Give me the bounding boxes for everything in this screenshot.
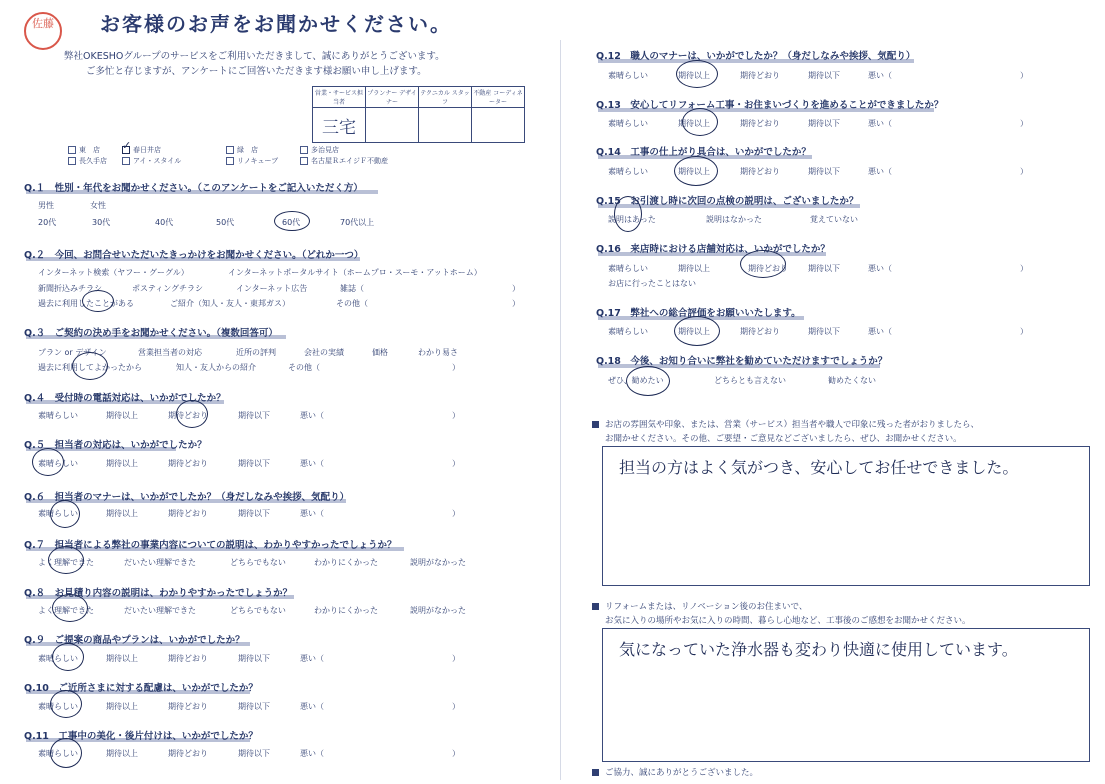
q10-opt-excellent[interactable]: 素晴らしい: [38, 702, 78, 711]
q17-text: Q.17 弊社への総合評価をお願いいたします。: [596, 308, 801, 319]
q7-opt-unclear[interactable]: わかりにくかった: [314, 558, 378, 567]
q2-opt-referral[interactable]: ご紹介（知人・友人・東邦ガス）: [170, 299, 290, 308]
q12-bad-close: ）: [1020, 71, 1028, 80]
q4-bad-close: ）: [452, 411, 460, 420]
q1-age-50s[interactable]: 50代: [216, 218, 235, 227]
q1-gender-male[interactable]: 男性: [38, 201, 54, 210]
q14-opt-as-expected[interactable]: 期待どおり: [740, 167, 780, 176]
q10-text: Q.10 ご近所さまに対する配慮は、いかがでしたか？: [24, 683, 258, 694]
intro-line-2: ご多忙と存じますが、アンケートにご回答いただきます様お願い申し上げます。: [86, 66, 427, 77]
q14-opt-below[interactable]: 期待以下: [808, 167, 840, 176]
q16-opt-bad[interactable]: 悪い（: [868, 264, 892, 273]
q4-answer-circle: [176, 400, 208, 428]
q13-opt-above[interactable]: 期待以上: [678, 119, 710, 128]
q5-opt-below[interactable]: 期待以下: [238, 459, 270, 468]
q17-opt-excellent[interactable]: 素晴らしい: [608, 327, 648, 336]
q18-opt-recommend[interactable]: ぜひ、勧めたい: [608, 376, 664, 385]
q7-opt-none[interactable]: 説明がなかった: [410, 558, 466, 567]
store-renocube[interactable]: リノキューブ: [226, 156, 278, 166]
q2-answer-circle: [82, 290, 114, 312]
q2-opt-other[interactable]: その他（: [336, 299, 368, 308]
seal-stamp: 佐藤: [24, 12, 62, 50]
comment2-prompt-1: リフォームまたは、リノベーション後のお住まいで、: [592, 600, 807, 612]
q13-opt-bad[interactable]: 悪い（: [868, 119, 892, 128]
q11-bad-close: ）: [452, 749, 460, 758]
q3-opt-other[interactable]: その他（: [288, 363, 320, 372]
store-kasugai[interactable]: ✓ 春日井店: [122, 139, 161, 154]
q4-opt-below[interactable]: 期待以下: [238, 411, 270, 420]
q7-answer-circle: [48, 546, 84, 574]
q1-text: Q.１ 性別・年代をお聞かせください。（このアンケートをご記入いただく方）: [24, 183, 363, 194]
q7-opt-neutral[interactable]: どちらでもない: [230, 558, 286, 567]
staff-planner-name: [366, 108, 419, 143]
q9-text: Q.９ ご提案の商品やプランは、いかがでしたか？: [24, 635, 245, 646]
store-i-style[interactable]: アイ・スタイル: [122, 156, 181, 166]
q12-opt-above[interactable]: 期待以上: [678, 71, 710, 80]
q9-opt-bad[interactable]: 悪い（: [300, 654, 324, 663]
store-midori[interactable]: 緑 店: [226, 145, 258, 155]
q6-opt-bad[interactable]: 悪い（: [300, 509, 324, 518]
q6-opt-excellent[interactable]: 素晴らしい: [38, 509, 78, 518]
q10-opt-above[interactable]: 期待以上: [106, 702, 138, 711]
q3-opt-friend-referral[interactable]: 知人・友人からの紹介: [176, 363, 256, 372]
q15-opt-dont-remember[interactable]: 覚えていない: [810, 215, 858, 224]
q17-bad-close: ）: [1020, 327, 1028, 336]
q14-bad-close: ）: [1020, 167, 1028, 176]
q2-opt-past-use[interactable]: 過去に利用したことがある: [38, 299, 134, 308]
q16-opt-below[interactable]: 期待以下: [808, 264, 840, 273]
q14-text: Q.14 工事の仕上がり具合は、いかがでしたか？: [596, 147, 811, 158]
comment1-prompt-2: お聞かせください。その他、ご要望・ご意見などございましたら、ぜひ、お聞かせください。: [605, 434, 962, 444]
q13-text: Q.13 安心してリフォーム工事・お住まいづくりを進めることができましたか？: [596, 100, 944, 111]
q4-opt-bad[interactable]: 悪い（: [300, 411, 324, 420]
bullet-square-icon: [592, 603, 599, 610]
q8-opt-unclear[interactable]: わかりにくかった: [314, 606, 378, 615]
q12-opt-as-expected[interactable]: 期待どおり: [740, 71, 780, 80]
q1-age-60s[interactable]: 60代: [282, 218, 301, 227]
q11-opt-above[interactable]: 期待以上: [106, 749, 138, 758]
q9-answer-circle: [52, 643, 84, 671]
q15-opt-not-explained[interactable]: 説明はなかった: [706, 215, 762, 224]
q16-opt-as-expected[interactable]: 期待どおり: [748, 264, 788, 273]
q8-opt-mostly[interactable]: だいたい理解できた: [124, 606, 196, 615]
q16-opt-above[interactable]: 期待以上: [678, 264, 710, 273]
q8-answer-circle: [52, 594, 88, 622]
store-higashi[interactable]: 東 店: [68, 145, 100, 155]
check-mark-icon: ✓: [122, 139, 132, 152]
q11-text: Q.11 工事中の美化・後片付けは、いかがでしたか？: [24, 731, 258, 742]
q4-opt-above[interactable]: 期待以上: [106, 411, 138, 420]
q8-opt-fully[interactable]: よく理解できた: [38, 606, 94, 615]
footer-thanks: ご協力、誠にありがとうございました。: [592, 766, 758, 778]
q1-answer-circle: [274, 211, 310, 231]
q15-answer-circle: [614, 196, 642, 232]
q1-age-20s[interactable]: 20代: [38, 218, 57, 227]
q9-opt-as-expected[interactable]: 期待どおり: [168, 654, 208, 663]
q9-opt-above[interactable]: 期待以上: [106, 654, 138, 663]
q4-text: Q.４ 受付時の電話対応は、いかがでしたか？: [24, 393, 226, 404]
q16-answer-circle: [740, 250, 786, 278]
q14-opt-above[interactable]: 期待以上: [678, 167, 710, 176]
q7-opt-fully[interactable]: よく理解できた: [38, 558, 94, 567]
staff-header-technical: テクニカル スタッフ: [419, 87, 472, 108]
q13-opt-as-expected[interactable]: 期待どおり: [740, 119, 780, 128]
q11-opt-as-expected[interactable]: 期待どおり: [168, 749, 208, 758]
q1-age-70s-plus[interactable]: 70代以上: [340, 218, 375, 227]
comment2-answer-box[interactable]: [602, 628, 1090, 762]
q5-bad-close: ）: [452, 459, 460, 468]
column-divider: [560, 40, 561, 780]
q10-bad-close: ）: [452, 702, 460, 711]
store-tajimi[interactable]: 多治見店: [300, 145, 339, 155]
q10-opt-as-expected[interactable]: 期待どおり: [168, 702, 208, 711]
q14-answer-circle: [674, 156, 718, 186]
q5-opt-as-expected[interactable]: 期待どおり: [168, 459, 208, 468]
q13-answer-circle: [682, 108, 718, 136]
q10-answer-circle: [50, 690, 82, 718]
staff-header-planner: プランナー デザイナー: [366, 87, 419, 108]
q17-opt-bad[interactable]: 悪い（: [868, 327, 892, 336]
q2-opt-internet-ad[interactable]: インターネット広告: [236, 284, 308, 293]
q12-answer-circle: [676, 60, 718, 88]
comment2-prompt-2: お気に入りの場所やお気に入りの時間、暮らし心地など、工事後のご感想をお聞かせください。: [605, 616, 971, 626]
q2-opt-internet-search[interactable]: インターネット検索（ヤフー・グーグル）: [38, 268, 189, 277]
q11-opt-below[interactable]: 期待以下: [238, 749, 270, 758]
q13-bad-close: ）: [1020, 119, 1028, 128]
q5-text: Q.５ 担当者の対応は、いかがでしたか？: [24, 440, 207, 451]
q5-answer-circle: [32, 448, 64, 476]
q6-opt-below[interactable]: 期待以下: [238, 509, 270, 518]
comment1-prompt-1: お店の雰囲気や印象、または、営業（サービス）担当者や職人で印象に残った者がおりましたら、: [592, 418, 979, 430]
q3-other-close: ）: [452, 363, 460, 372]
bullet-square-icon: [592, 769, 599, 776]
q8-opt-none[interactable]: 説明がなかった: [410, 606, 466, 615]
q2-opt-newspaper-flyer[interactable]: 新聞折込みチラシ: [38, 284, 102, 293]
q14-opt-excellent[interactable]: 素晴らしい: [608, 167, 648, 176]
page-title: お客様のお声をお聞かせください。: [100, 12, 452, 36]
bullet-square-icon: [592, 421, 599, 428]
q2-opt-posting-flyer[interactable]: ポスティングチラシ: [132, 284, 204, 293]
q5-opt-excellent[interactable]: 素晴らしい: [38, 459, 78, 468]
comment1-answer: 担当の方はよく気がつき、安心してお任せできました。: [619, 458, 1019, 477]
q1-age-40s[interactable]: 40代: [155, 218, 174, 227]
q2-opt-magazine[interactable]: 雑誌（: [340, 284, 364, 293]
staff-technical-name: [419, 108, 472, 143]
q14-opt-bad[interactable]: 悪い（: [868, 167, 892, 176]
staff-realestate-name: [472, 108, 525, 143]
q2-opt-portal-site[interactable]: インターネットポータルサイト（ホームプロ・スーモ・アットホーム）: [228, 268, 482, 277]
q5-opt-above[interactable]: 期待以上: [106, 459, 138, 468]
store-nagakute[interactable]: 長久手店: [68, 156, 107, 166]
staff-table: [312, 86, 525, 143]
q4-opt-as-expected[interactable]: 期待どおり: [168, 411, 208, 420]
q17-opt-below[interactable]: 期待以下: [808, 327, 840, 336]
q3-opt-plan-design[interactable]: プラン or デザイン: [38, 348, 107, 357]
q12-opt-below[interactable]: 期待以下: [808, 71, 840, 80]
q15-text: Q.15 お引渡し時に次回の点検の説明は、ございましたか？: [596, 196, 859, 207]
comment2-answer: 気になっていた浄水器も変わり快適に使用しています。: [619, 640, 1018, 659]
q3-text: Q.３ ご契約の決め手をお聞かせください。（複数回答可）: [24, 328, 278, 339]
q12-text: Q.12 職人のマナーは、いかがでしたか？（身だしなみや挨拶、気配り）: [596, 51, 916, 62]
q17-opt-above[interactable]: 期待以上: [678, 327, 710, 336]
q12-opt-bad[interactable]: 悪い（: [868, 71, 892, 80]
q4-opt-excellent[interactable]: 素晴らしい: [38, 411, 78, 420]
q16-bad-close: ）: [1020, 264, 1028, 273]
q6-bad-close: ）: [452, 509, 460, 518]
q18-opt-neutral[interactable]: どちらとも言えない: [714, 376, 786, 385]
q9-opt-below[interactable]: 期待以下: [238, 654, 270, 663]
q17-opt-as-expected[interactable]: 期待どおり: [740, 327, 780, 336]
q3-opt-clarity[interactable]: わかり易さ: [418, 348, 458, 357]
q6-opt-above[interactable]: 期待以上: [106, 509, 138, 518]
q3-opt-past-satisfied[interactable]: 過去に利用してよかったから: [38, 363, 142, 372]
q6-opt-as-expected[interactable]: 期待どおり: [168, 509, 208, 518]
q15-opt-explained[interactable]: 説明はあった: [608, 215, 656, 224]
q7-opt-mostly[interactable]: だいたい理解できた: [124, 558, 196, 567]
q1-gender-female[interactable]: 女性: [90, 201, 106, 210]
q11-answer-circle: [50, 738, 82, 768]
q3-opt-price[interactable]: 価格: [372, 348, 388, 357]
q12-opt-excellent[interactable]: 素晴らしい: [608, 71, 648, 80]
q16-opt-excellent[interactable]: 素晴らしい: [608, 264, 648, 273]
staff-header-realestate: 不動産 コーディネーター: [472, 87, 525, 108]
q18-text: Q.18 今後、お知り合いに弊社を勧めていただけますでしょうか？: [596, 356, 888, 367]
store-nagoya-realestate[interactable]: 名古屋ＲエイジＦ不動産: [300, 156, 388, 166]
comment1-answer-box[interactable]: [602, 446, 1090, 586]
q16-opt-never-visited[interactable]: お店に行ったことはない: [608, 279, 696, 288]
intro-line-1: 弊社OKESHOグループのサービスをご利用いただきまして、誠にありがとうございます。: [64, 51, 445, 62]
q18-answer-circle: [626, 366, 670, 396]
q8-text: Q.８ お見積り内容の説明は、わかりやすかったでしょうか？: [24, 588, 293, 599]
q1-age-30s[interactable]: 30代: [92, 218, 111, 227]
staff-sales-name: 三宅: [313, 108, 366, 143]
q16-text: Q.16 来店時における店舗対応は、いかがでしたか？: [596, 244, 830, 255]
q13-opt-excellent[interactable]: 素晴らしい: [608, 119, 648, 128]
staff-header-sales: 営業・サービス担当者: [313, 87, 366, 108]
q18-opt-not-recommend[interactable]: 勧めたくない: [828, 376, 876, 385]
q3-opt-track-record[interactable]: 会社の実績: [304, 348, 344, 357]
q3-opt-reputation[interactable]: 近所の評判: [236, 348, 276, 357]
q6-text: Q.６ 担当者のマナーは、いかがでしたか？（身だしなみや挨拶、気配り）: [24, 492, 350, 503]
q9-bad-close: ）: [452, 654, 460, 663]
q11-opt-excellent[interactable]: 素晴らしい: [38, 749, 78, 758]
q2-text: Q.２ 今回、お問合せいただいたきっかけをお聞かせください。（どれか一つ）: [24, 250, 364, 261]
q17-answer-circle: [674, 316, 720, 346]
q9-opt-excellent[interactable]: 素晴らしい: [38, 654, 78, 663]
q5-opt-bad[interactable]: 悪い（: [300, 459, 324, 468]
q6-answer-circle: [50, 500, 80, 528]
q10-opt-bad[interactable]: 悪い（: [300, 702, 324, 711]
q8-opt-neutral[interactable]: どちらでもない: [230, 606, 286, 615]
q13-opt-below[interactable]: 期待以下: [808, 119, 840, 128]
q3-answer-circle: [72, 352, 108, 380]
q7-text: Q.７ 担当者による弊社の事業内容についての説明は、わかりやすかったでしょうか？: [24, 540, 397, 551]
q3-opt-sales-response[interactable]: 営業担当者の対応: [138, 348, 202, 357]
q2-other-close: ）: [512, 299, 520, 308]
q10-opt-below[interactable]: 期待以下: [238, 702, 270, 711]
q11-opt-bad[interactable]: 悪い（: [300, 749, 324, 758]
q2-magazine-close: ）: [512, 284, 520, 293]
